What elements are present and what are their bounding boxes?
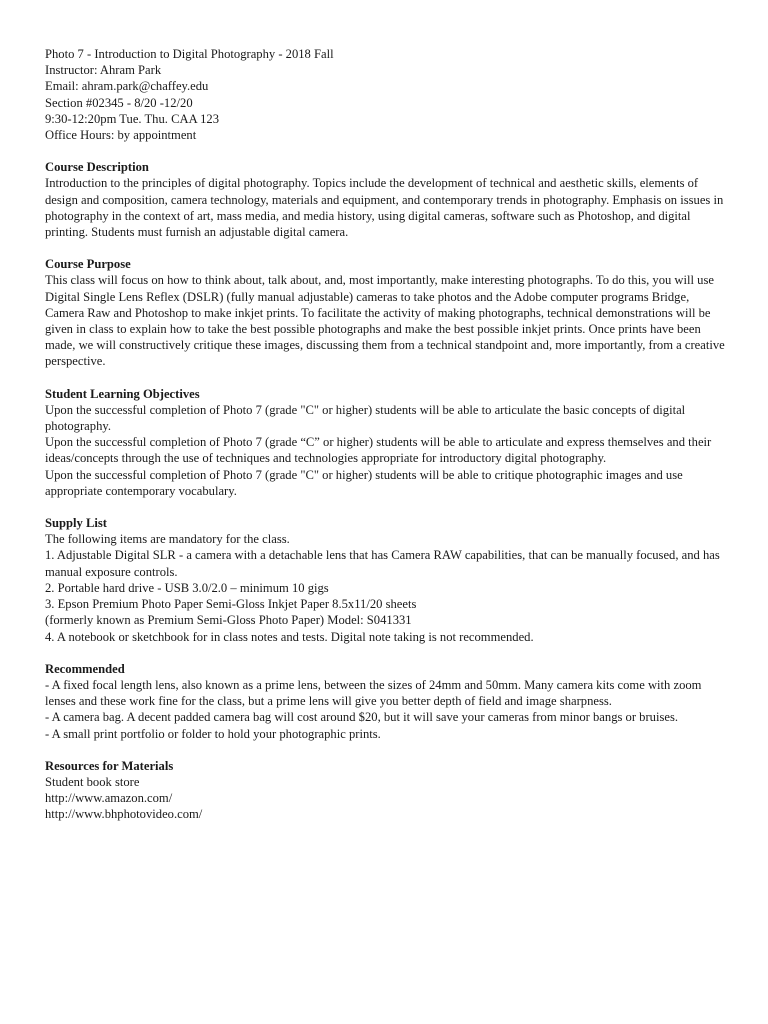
recommended-item: - A camera bag. A decent padded camera bag will cost around $20, but it will save your cameras from minor bangs or bruises. [45,710,679,725]
supply-item: 4. A notebook or sketchbook for in class notes and tests. Digital note taking is not recommended. [45,629,534,644]
instructor-line: Instructor: Ahram Park [45,63,162,78]
course-purpose-section [45,256,730,369]
supply-item: 2. Portable hard drive - USB 3.0/2.0 – minimum 10 gigs [45,580,329,595]
resource-link-amazon[interactable]: http://www.amazon.com/ [45,791,173,806]
learning-objective-item: Upon the successful completion of Photo 7 (grade "C" or higher) students will be able to articulate the basic concepts of digital photography. [45,402,686,434]
supply-item: 3. Epson Premium Photo Paper Semi-Gloss Inkjet Paper 8.5x11/20 sheets [45,597,417,612]
email-line: Email: ahram.park@chaffey.edu [45,79,209,94]
course-description-heading: Course Description [45,160,149,175]
course-title: Photo 7 - Introduction to Digital Photography - 2018 Fall [45,47,334,61]
schedule-line: 9:30-12:20pm Tue. Thu. CAA 123 [45,111,220,126]
resource-link-bhphotovideo[interactable]: http://www.bhphotovideo.com/ [45,807,203,822]
resources-heading: Resources for Materials [45,758,174,773]
syllabus-document [45,46,730,823]
section-line: Section #02345 - 8/20 -12/20 [45,95,193,110]
recommended-item: - A small print portfolio or folder to hold your photographic prints. [45,726,381,741]
recommended-heading: Recommended [45,661,125,676]
supply-list-section [45,515,730,645]
office-hours-line: Office Hours: by appointment [45,128,197,143]
resource-item: Student book store [45,774,140,789]
learning-objective-item: Upon the successful completion of Photo 7 (grade "C" or higher) students will be able to critique photographic images and use appropriate contemporary vocabulary. [45,467,683,498]
recommended-item: - A fixed focal length lens, also known as a prime lens, between the sizes of 24mm and 50mm. Many camera kits come with zoom lenses and these work fine for the class, but a prime lens will give you better depth of field and image sharpness. [45,677,702,709]
learning-objectives-section [45,386,730,499]
supply-item: (formerly known as Premium Semi-Gloss Photo Paper) Model: S041331 [45,613,412,628]
course-description-section [45,159,730,240]
recommended-section [45,661,730,742]
learning-objective-item: Upon the successful completion of Photo 7 (grade “C” or higher) students will be able to articulate and express themselves and their ideas/concepts through the use of techniques and technologies appropriate for introductory digital photography. [45,435,712,466]
supply-list-heading: Supply List [45,516,107,531]
learning-objectives-heading: Student Learning Objectives [45,386,200,401]
resources-section [45,758,730,823]
course-description-body: Introduction to the principles of digital photography. Topics include the development of technical and aesthetic skills, elements of design and composition, camera technology, materials and equipment, and contemporary trends in photography. Emphasis on issues in photography in the context of art, mass media, and media history, using digital cameras, software such as Photoshop, and digital printing. Students must furnish an adjustable digital camera. [45,176,724,240]
course-purpose-heading: Course Purpose [45,257,131,272]
course-header [45,46,730,143]
supply-item: 1. Adjustable Digital SLR - a camera with a detachable lens that has Camera RAW capabilities, that can be manually focused, and has manual exposure controls. [45,548,720,579]
course-purpose-body: This class will focus on how to think about, talk about, and, most importantly, make interesting photographs. To do this, you will use Digital Single Lens Reflex (DSLR) (fully manual adjustable) cameras to take photos and the Adobe computer programs Bridge, Camera Raw and Photoshop to make inkjet prints. To facilitate the activity of making photographs, technical demonstrations will be given in class to explain how to take the best possible photographs and make the best possible inkjet prints. Once prints have been made, we will constructively critique these images, discussing them from a technical standpoint and, more importantly, from a creative perspective. [45,273,725,369]
supply-list-intro: The following items are mandatory for the class. [45,532,290,547]
